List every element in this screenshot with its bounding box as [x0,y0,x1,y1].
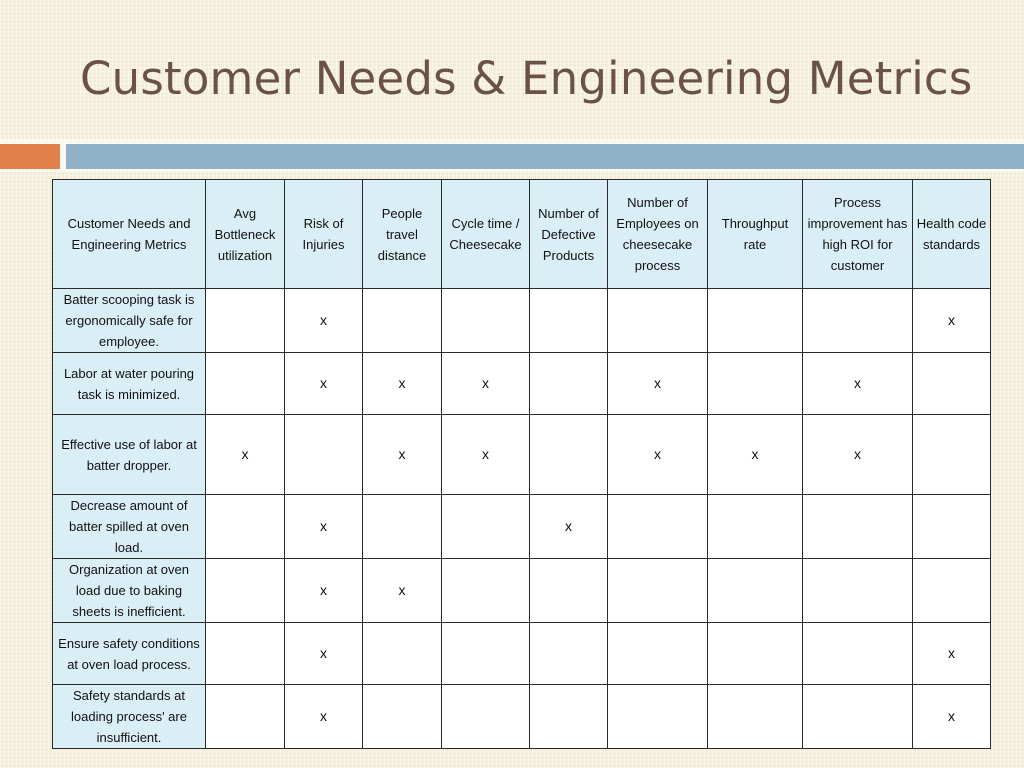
metric-header: Cycle time / Cheesecake [442,180,530,289]
mark-cell: x [608,353,708,415]
table-row [53,623,991,685]
accent-bar-orange [0,144,60,169]
mark-cell: x [363,559,442,623]
mark-cell [803,623,913,685]
mark-cell: x [285,289,363,353]
mark-cell: x [803,353,913,415]
mark-cell [530,685,608,749]
table-row [53,353,991,415]
metric-header: Health code standards [913,180,991,289]
metric-header: Number of Employees on cheesecake process [608,180,708,289]
mark-cell [708,559,803,623]
mark-cell [442,495,530,559]
customer-need-cell: Effective use of labor at batter dropper. [53,415,206,495]
metric-header: Throughput rate [708,180,803,289]
mark-cell [206,495,285,559]
mark-cell [530,289,608,353]
table-row [53,415,991,495]
metrics-table-container [52,179,991,749]
mark-cell [803,685,913,749]
accent-bar-blue [66,144,1024,169]
mark-cell: x [803,415,913,495]
mark-cell [285,415,363,495]
needs-metrics-table [52,179,991,749]
mark-cell: x [442,353,530,415]
mark-cell: x [363,415,442,495]
slide-title: Customer Needs & Engineering Metrics [80,52,973,105]
mark-cell [708,353,803,415]
mark-cell [608,623,708,685]
customer-need-cell: Safety standards at loading process' are insufficient. [53,685,206,749]
mark-cell [530,353,608,415]
mark-cell [803,559,913,623]
mark-cell: x [285,353,363,415]
table-body [53,289,991,749]
mark-cell: x [285,685,363,749]
mark-cell [363,289,442,353]
mark-cell: x [913,685,991,749]
mark-cell [442,289,530,353]
customer-need-cell: Batter scooping task is ergonomically safe for employee. [53,289,206,353]
mark-cell: x [913,623,991,685]
mark-cell [708,623,803,685]
mark-cell [530,415,608,495]
mark-cell [442,623,530,685]
mark-cell [442,685,530,749]
mark-cell [913,353,991,415]
mark-cell [530,623,608,685]
mark-cell [206,289,285,353]
table-row [53,685,991,749]
mark-cell: x [285,495,363,559]
mark-cell: x [206,415,285,495]
mark-cell [913,415,991,495]
mark-cell [708,289,803,353]
mark-cell [206,559,285,623]
mark-cell [708,685,803,749]
table-row [53,559,991,623]
mark-cell [206,623,285,685]
mark-cell [442,559,530,623]
customer-need-cell: Labor at water pouring task is minimized. [53,353,206,415]
mark-cell [803,289,913,353]
mark-cell: x [285,623,363,685]
table-row [53,289,991,353]
mark-cell [530,559,608,623]
header-row [53,180,991,289]
table-row [53,495,991,559]
mark-cell [708,495,803,559]
mark-cell: x [285,559,363,623]
mark-cell: x [608,415,708,495]
mark-cell: x [442,415,530,495]
metric-header: Number of Defective Products [530,180,608,289]
mark-cell [363,685,442,749]
customer-need-cell: Organization at oven load due to baking sheets is inefficient. [53,559,206,623]
mark-cell [803,495,913,559]
metric-header: Risk of Injuries [285,180,363,289]
mark-cell: x [363,353,442,415]
mark-cell [608,559,708,623]
metric-header: People travel distance [363,180,442,289]
mark-cell: x [913,289,991,353]
mark-cell [913,495,991,559]
mark-cell [206,353,285,415]
customer-need-cell: Decrease amount of batter spilled at oven load. [53,495,206,559]
mark-cell [608,289,708,353]
metric-header: Process improvement has high ROI for customer [803,180,913,289]
mark-cell [206,685,285,749]
mark-cell [363,495,442,559]
corner-header: Customer Needs and Engineering Metrics [53,180,206,289]
mark-cell: x [708,415,803,495]
customer-need-cell: Ensure safety conditions at oven load process. [53,623,206,685]
mark-cell [608,495,708,559]
mark-cell [913,559,991,623]
mark-cell [363,623,442,685]
mark-cell [608,685,708,749]
mark-cell: x [530,495,608,559]
metric-header: Avg Bottleneck utilization [206,180,285,289]
